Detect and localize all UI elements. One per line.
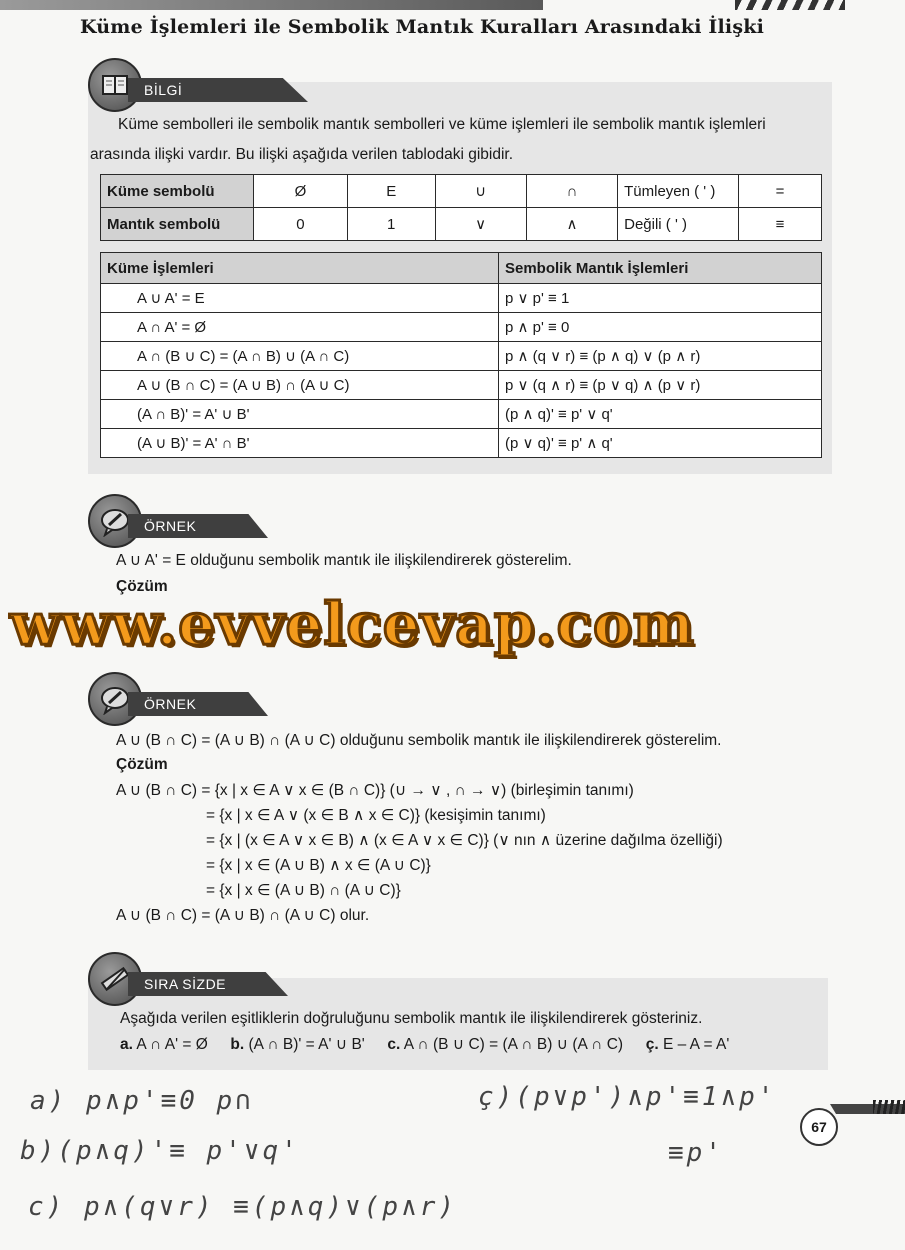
handwritten-answer-a: a) p∧p'≡0 p∩ [30,1086,254,1116]
solution-step: = {x | (x ∈ A ∨ x ∈ B) ∧ (x ∈ A ∨ x ∈ C)} (∨ nın ∧ üzerine dağılma özelliği) [206,832,723,849]
set-operation: A ∪ (B ∩ C) = (A ∪ B) ∩ (A ∪ C) [101,371,499,400]
sira-sizde-text: Aşağıda verilen eşitliklerin doğruluğunu sembolik mantık ile ilişkilendirerek gösteriniz. [120,1010,703,1027]
symbol-table [100,174,822,241]
ornek2-tag [88,686,288,720]
exercise-expr: (A ∩ B)' = A' ∪ B' [248,1036,365,1053]
table-row [101,429,822,458]
table-row [101,371,822,400]
solution-step: = {x | x ∈ (A ∪ B) ∧ x ∈ (A ∪ C)} [206,857,431,874]
table-cell: 0 [254,208,348,241]
handwritten-answer-c: c) p∧(q∨r) ≡(p∧q)∨(p∧r) [28,1192,458,1222]
table-cell: Ø [254,175,348,208]
logic-operation: (p ∧ q)' ≡ p' ∨ q' [499,400,822,429]
solution-step: = {x | x ∈ (A ∪ B) ∩ (A ∪ C)} [206,882,401,899]
table-row [101,342,822,371]
exercise-expr: E – A = A' [662,1036,730,1053]
exercise-expr: A ∩ (B ∪ C) = (A ∩ B) ∪ (A ∩ C) [403,1036,624,1053]
table-row [101,284,822,313]
ornek2-cozum: Çözüm [116,756,168,773]
exercise-letter: a. [120,1036,133,1053]
exercise-list [120,1035,729,1054]
handwritten-answer-d2: ≡p' [668,1138,724,1168]
logic-operation: p ∨ p' ≡ 1 [499,284,822,313]
logic-operation: (p ∨ q)' ≡ p' ∧ q' [499,429,822,458]
ornek1-cozum: Çözüm [116,578,168,595]
ornek1-label: ÖRNEK [144,518,197,534]
handwritten-answer-d: ç)(p∨p')∧p'≡1∧p' [478,1082,777,1112]
symbol-row-header: Küme sembolü [101,175,254,208]
table-row [101,208,822,241]
bilgi-text: Küme sembolleri ile sembolik mantık sembolleri ve küme işlemleri ile sembolik mantık işlemleri arasında ilişki vardır. Bu ilişki aşağıda verilen tablodaki gibidir. [90,116,766,163]
set-operation: A ∩ (B ∪ C) = (A ∩ B) ∪ (A ∩ C) [101,342,499,371]
set-operation: (A ∩ B)' = A' ∪ B' [101,400,499,429]
logic-operation: p ∧ p' ≡ 0 [499,313,822,342]
page-title: Küme İşlemleri ile Sembolik Mantık Kuralları Arasındaki İlişki [80,16,765,38]
table-cell: 1 [347,208,435,241]
table-cell: ≡ [739,208,822,241]
column-header: Küme İşlemleri [101,253,499,284]
watermark-text: www.evvelcevap.com [10,590,695,658]
solution-step: = {x | x ∈ A ∨ (x ∈ B ∧ x ∈ C)} (kesişimin tanımı) [206,807,546,824]
exercise-expr: A ∩ A' = Ø [136,1036,208,1053]
table-cell: ∧ [526,208,617,241]
solution-conclusion: A ∪ (B ∩ C) = (A ∪ B) ∩ (A ∪ C) olur. [116,907,370,924]
table-row [101,400,822,429]
table-cell: Değili ( ' ) [618,208,739,241]
logic-operation: p ∧ (q ∨ r) ≡ (p ∧ q) ∨ (p ∧ r) [499,342,822,371]
column-header: Sembolik Mantık İşlemleri [499,253,822,284]
table-row [101,313,822,342]
set-operation: A ∩ A' = Ø [101,313,499,342]
exercise-letter: b. [230,1036,245,1053]
table-row [101,175,822,208]
page-number: 67 [800,1108,838,1146]
page-number-stripes [873,1100,905,1114]
bilgi-label: BİLGİ [144,82,183,98]
symbol-row-header: Mantık sembolü [101,208,254,241]
ornek1-tag [88,508,288,542]
set-operation: A ∪ A' = E [101,284,499,313]
sira-sizde-tag [88,966,288,1000]
operations-table [100,252,822,458]
table-cell: ∩ [526,175,617,208]
sira-sizde-label: SIRA SİZDE [144,976,227,992]
solution-step: A ∪ (B ∩ C) = {x | x ∈ A ∨ x ∈ (B ∩ C)} (∪ → ∨ , ∩ → ∨) (birleşimin tanımı) [116,782,634,799]
handwritten-answer-b: b)(p∧q)'≡ p'∨q' [20,1136,300,1166]
table-cell: ∪ [435,175,526,208]
table-header-row [101,253,822,284]
ornek2-question: A ∪ (B ∩ C) = (A ∪ B) ∩ (A ∪ C) olduğunu sembolik mantık ile ilişkilendirerek gösterelim. [116,732,722,749]
table-cell: Tümleyen ( ' ) [618,175,739,208]
logic-operation: p ∨ (q ∧ r) ≡ (p ∨ q) ∧ (p ∨ r) [499,371,822,400]
table-cell: ∨ [435,208,526,241]
table-cell: = [739,175,822,208]
table-cell: E [347,175,435,208]
ornek2-label: ÖRNEK [144,696,197,712]
set-operation: (A ∪ B)' = A' ∩ B' [101,429,499,458]
exercise-letter: ç. [645,1036,659,1053]
exercise-letter: c. [387,1036,401,1053]
top-decor-stripes [735,0,845,10]
bilgi-tag [88,72,308,106]
ornek1-question: A ∪ A' = E olduğunu sembolik mantık ile ilişkilendirerek gösterelim. [116,552,572,569]
